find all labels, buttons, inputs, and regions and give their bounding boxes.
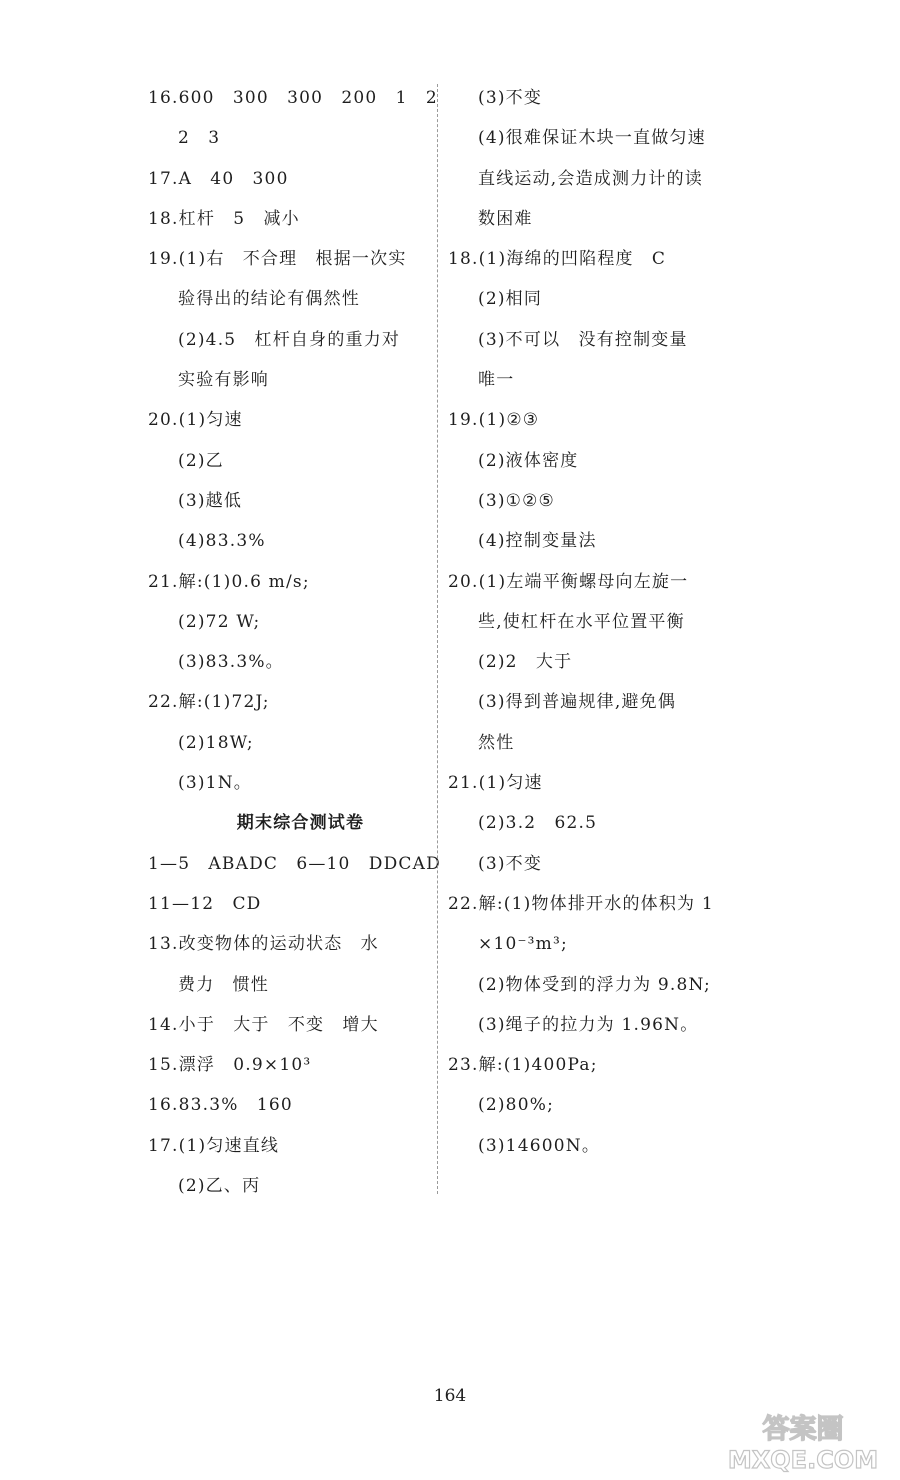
column-divider [437,84,438,1194]
answer-line: (2)80%; [478,1095,554,1116]
answer-line: 唯一 [478,370,515,391]
answer-line: 16.83.3% 160 [148,1095,293,1116]
answer-line: 17.(1)匀速直线 [148,1135,280,1156]
answer-line: 20.(1)匀速 [148,410,243,431]
answer-line: 13.改变物体的运动状态 水 [148,934,379,955]
answer-line: (2)18W; [178,732,254,753]
answer-line: (3)不变 [478,88,543,108]
answer-line: (2)液体密度 [478,450,579,471]
answer-line: 11—12 CD [148,893,262,914]
answer-line: (3)不可以 没有控制变量 [478,329,688,350]
answer-line: 21.(1)匀速 [448,773,543,794]
answer-line: 21.解:(1)0.6 m/s; [148,571,310,592]
answer-line: (2)相同 [478,289,543,310]
answer-line: (4)很难保证木块一直做匀速 [478,128,706,149]
watermark-domain: MXQE.COM [727,1446,879,1474]
watermark-title: 答案圈 [762,1414,844,1445]
section-heading: 期末综合测试卷 [236,813,365,834]
answer-line: (2)物体受到的浮力为 9.8N; [478,974,711,995]
answer-line: ×10⁻³m³; [478,934,568,955]
page-number: 164 [433,1386,467,1406]
answer-line: (2)4.5 杠杆自身的重力对 [178,329,401,350]
answer-line: 然性 [478,732,515,753]
answer-line: 2 3 [178,128,221,149]
answer-line: 1—5 ABADC 6—10 DDCAD [148,853,441,874]
answer-line: 14.小于 大于 不变 增大 [148,1014,379,1035]
answer-line: 验得出的结论有偶然性 [178,289,360,310]
answer-line: 19.(1)右 不合理 根据一次实 [148,249,407,270]
answer-line: (2)2 大于 [478,652,573,673]
answer-line: (3)1N。 [178,773,252,794]
answer-line: 15.漂浮 0.9×10³ [148,1055,312,1076]
answer-line: (2)3.2 62.5 [478,813,598,834]
answer-line: (4)83.3% [178,531,266,552]
answer-line: 数困难 [478,208,533,229]
answer-line: 直线运动,会造成测力计的读 [478,168,704,189]
answer-line: 18.(1)海绵的凹陷程度 C [448,249,667,270]
watermark-logo [718,1408,888,1474]
answer-line: (3)不变 [478,853,543,874]
answer-line: 17.A 40 300 [148,168,289,189]
answer-line: 16.600 300 300 200 1 2 [148,88,438,108]
answer-line: 22.解:(1)72J; [148,692,270,713]
answer-line: 20.(1)左端平衡螺母向左旋一 [448,571,689,592]
answer-line: 19.(1)②③ [448,410,540,431]
answer-line: (3)14600N。 [478,1135,601,1156]
right-answer-column [448,78,738,1166]
answer-line: 22.解:(1)物体排开水的体积为 1 [448,893,714,914]
answer-line: (3)越低 [178,490,243,511]
answer-line: (3)绳子的拉力为 1.96N。 [478,1014,699,1035]
left-answer-column [148,78,441,1206]
answer-line: (3)得到普遍规律,避免偶 [478,692,677,713]
answer-line: 23.解:(1)400Pa; [448,1055,598,1076]
answer-line: 18.杠杆 5 减小 [148,208,300,229]
answer-line: (2)乙、丙 [178,1176,261,1197]
answer-line: 些,使杠杆在水平位置平衡 [478,611,685,632]
answer-line: 费力 惯性 [178,974,269,995]
answer-line: 实验有影响 [178,370,269,391]
answer-line: (3)83.3%。 [178,652,284,673]
answer-line: (2)72 W; [178,611,261,632]
answer-line: (4)控制变量法 [478,531,597,552]
answer-line: (2)乙 [178,450,224,471]
answer-line: (3)①②⑤ [478,490,556,511]
